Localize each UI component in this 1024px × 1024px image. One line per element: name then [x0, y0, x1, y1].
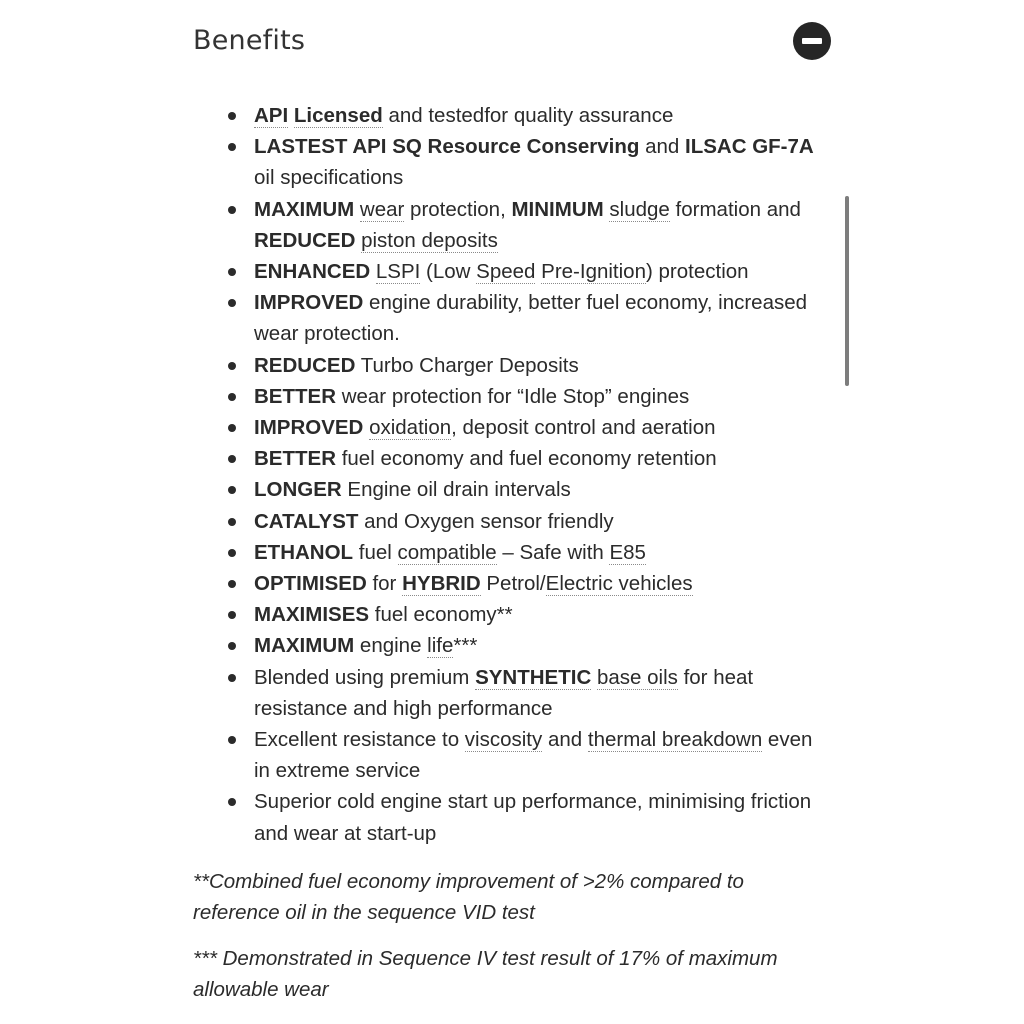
benefit-item [254, 350, 833, 381]
benefit-emphasis: BETTER [254, 447, 336, 471]
benefit-emphasis: BETTER [254, 384, 336, 408]
benefit-emphasis: IMPROVED [254, 416, 364, 440]
benefit-text: and Oxygen sensor friendly [358, 509, 614, 533]
benefit-item [254, 381, 833, 412]
benefit-item [254, 474, 833, 505]
benefit-text: engine durability, better fuel economy, increased wear protection. [254, 291, 808, 346]
benefit-emphasis: OPTIMISED [254, 572, 367, 596]
footnote-engine-life: *** Demonstrated in Sequence IV test result of 17% of maximum allowable wear [193, 947, 778, 1002]
benefit-item [254, 630, 833, 661]
benefit-text: Superior cold engine start up performance, minimising friction and wear at start-up [254, 790, 812, 845]
glossary-term-link[interactable]: HYBRID [402, 572, 481, 596]
benefit-item [254, 537, 833, 568]
benefit-text: and [542, 728, 588, 752]
glossary-term-link[interactable]: sludge [609, 197, 670, 221]
benefit-item [254, 131, 833, 193]
benefit-emphasis: CATALYST [254, 509, 359, 533]
benefit-emphasis: MAXIMUM [254, 634, 355, 658]
benefit-text: and [639, 135, 686, 159]
benefit-emphasis: ILSAC GF-7A [685, 135, 814, 159]
benefit-text: Petrol/ [480, 572, 546, 596]
benefits-list [193, 100, 833, 849]
benefit-item [254, 786, 833, 848]
benefit-text: for heat resistance and high performance [254, 665, 754, 720]
footnote-fuel-economy: **Combined fuel economy improvement of >2% compared to reference oil in the sequence VID test [193, 870, 744, 925]
benefit-text: and testedfor quality assurance [382, 104, 674, 127]
glossary-term-link[interactable]: API [254, 104, 289, 127]
benefit-emphasis: ETHANOL [254, 540, 354, 564]
glossary-term-link[interactable]: thermal breakdown [587, 728, 763, 752]
benefit-item [254, 287, 833, 349]
benefit-item [254, 506, 833, 537]
benefit-item [254, 662, 833, 724]
glossary-term-link[interactable]: SYNTHETIC [475, 665, 592, 689]
benefit-item [254, 443, 833, 474]
benefit-text: Engine oil drain intervals [341, 478, 571, 502]
glossary-term-link[interactable]: compatible [397, 540, 497, 564]
glossary-term-link[interactable]: Pre-Ignition [541, 260, 646, 284]
benefit-text: Blended using premium [254, 665, 476, 689]
benefit-item [254, 568, 833, 599]
benefit-text: fuel [353, 540, 398, 564]
glossary-term-link[interactable]: life [427, 634, 454, 658]
benefit-text: Turbo Charger Deposits [355, 353, 579, 377]
benefit-emphasis: MAXIMISES [254, 603, 370, 627]
benefits-panel [193, 0, 833, 1024]
benefit-emphasis: MINIMUM [511, 197, 604, 221]
benefit-emphasis: LONGER [254, 478, 342, 502]
benefit-text: engine [354, 634, 428, 658]
benefit-text: for [366, 572, 403, 596]
minus-circle-icon[interactable] [793, 22, 831, 60]
benefit-emphasis: IMPROVED [254, 291, 364, 315]
glossary-term-link[interactable]: piston deposits [361, 228, 498, 252]
glossary-term-link[interactable]: base oils [596, 665, 678, 689]
scrollbar[interactable] [844, 196, 850, 386]
benefit-text: protection, [404, 197, 512, 221]
benefit-emphasis: MAXIMUM [254, 197, 355, 221]
benefit-text: , deposit control and aeration [451, 416, 716, 440]
benefit-item [254, 256, 833, 287]
benefit-text: formation and [669, 197, 801, 221]
benefit-text: *** [453, 634, 478, 658]
benefit-item [254, 194, 833, 256]
benefit-emphasis: REDUCED [254, 353, 356, 377]
benefit-item [254, 724, 833, 786]
benefits-section-header[interactable] [193, 22, 833, 64]
scrollbar-thumb[interactable] [845, 196, 849, 386]
benefit-text: fuel economy and fuel economy retention [336, 447, 717, 471]
benefit-text: even in extreme service [254, 728, 813, 783]
benefit-emphasis: ENHANCED [254, 260, 371, 284]
benefit-text: ) protection [646, 260, 749, 284]
glossary-term-link[interactable]: oxidation [369, 416, 452, 440]
benefit-text: oil specifications [254, 166, 404, 190]
section-title: Benefits [193, 25, 306, 56]
glossary-term-link[interactable]: E85 [609, 540, 646, 564]
glossary-term-link[interactable]: Licensed [293, 104, 383, 127]
glossary-term-link[interactable]: viscosity [464, 728, 543, 752]
benefit-text: fuel economy** [369, 603, 513, 627]
benefit-item [254, 412, 833, 443]
glossary-term-link[interactable]: LSPI [375, 260, 421, 284]
benefit-text: Excellent resistance to [254, 728, 465, 752]
benefit-emphasis: REDUCED [254, 228, 356, 252]
benefit-item [254, 100, 833, 131]
glossary-term-link[interactable]: wear [359, 197, 405, 221]
benefit-emphasis: LASTEST API SQ Resource Conserving [254, 135, 640, 159]
benefit-text: wear protection for “Idle Stop” engines [336, 384, 690, 408]
benefit-text: – Safe with [496, 540, 610, 564]
benefit-text: (Low [420, 260, 477, 284]
glossary-term-link[interactable]: Electric vehicles [545, 572, 693, 596]
benefit-item [254, 599, 833, 630]
glossary-term-link[interactable]: Speed [476, 260, 536, 284]
